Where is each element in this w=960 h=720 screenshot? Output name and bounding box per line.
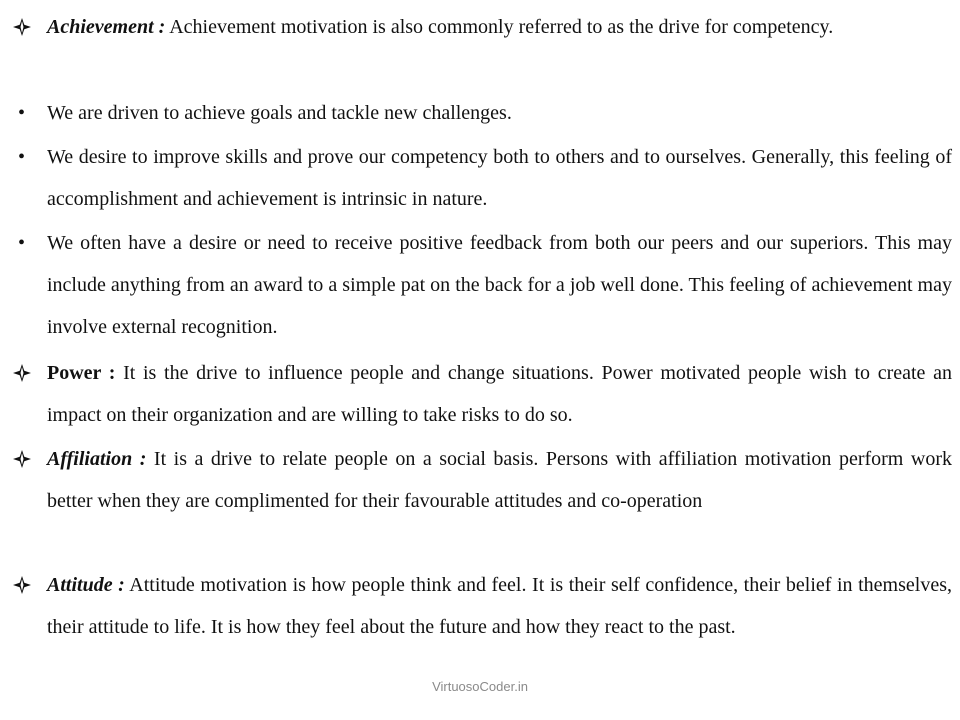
bullet-item bbox=[12, 222, 952, 348]
bullet-dot: • bbox=[18, 102, 26, 124]
footer-watermark: VirtuosoCoder.in bbox=[432, 679, 528, 694]
bullet-text bbox=[47, 564, 952, 648]
diamond-bullet-icon bbox=[12, 6, 42, 48]
bullet-item-power bbox=[12, 352, 952, 436]
bullet-item-attitude bbox=[12, 564, 952, 648]
bullet-body: Attitude motivation is how people think and feel. It is their self confidence, their belief in themselves, their attitude to life. It is how they feel about the future and how they react to the past. bbox=[47, 574, 952, 638]
bullet-body: It is the drive to influence people and change situations. Power motivated people wish to create an impact on their organization and are willing to take risks to do so. bbox=[47, 362, 952, 426]
bullet-body: It is a drive to relate people on a social basis. Persons with affiliation motivation perform work better when they are complimented for their favourable attitudes and co-operation bbox=[47, 448, 952, 512]
round-bullet bbox=[12, 222, 42, 264]
bullet-term: Affiliation : bbox=[47, 448, 147, 470]
bullet-text: We desire to improve skills and prove our competency both to others and to ourselves. Generally, this feeling of accomplishment and achievement is intrinsic in nature. bbox=[47, 146, 952, 210]
bullet-body: Achievement motivation is also commonly referred to as the drive for competency. bbox=[165, 16, 834, 38]
bullet-text: We are driven to achieve goals and tackle new challenges. bbox=[47, 102, 512, 124]
bullet-item-achievement bbox=[12, 6, 952, 48]
bullet-item bbox=[12, 92, 952, 134]
bullet-item bbox=[12, 136, 952, 220]
diamond-bullet-icon bbox=[12, 438, 42, 480]
diamond-bullet-icon bbox=[12, 564, 42, 606]
bullet-term: Attitude : bbox=[47, 574, 125, 596]
bullet-item-affiliation bbox=[12, 438, 952, 522]
round-bullet bbox=[12, 136, 42, 178]
bullet-dot: • bbox=[18, 146, 26, 168]
bullet-dot: • bbox=[18, 232, 26, 254]
bullet-text bbox=[47, 6, 952, 48]
diamond-bullet-icon bbox=[12, 352, 42, 394]
bullet-term: Achievement : bbox=[47, 16, 166, 38]
bullet-text bbox=[47, 352, 952, 436]
bullet-text bbox=[47, 438, 952, 522]
bullet-term: Power : bbox=[47, 362, 116, 384]
bullet-text: We often have a desire or need to receive positive feedback from both our peers and our superiors. This may include anything from an award to a simple pat on the back for a job well done. This feeling of achievement may involve external recognition. bbox=[47, 232, 952, 338]
round-bullet bbox=[12, 92, 42, 134]
